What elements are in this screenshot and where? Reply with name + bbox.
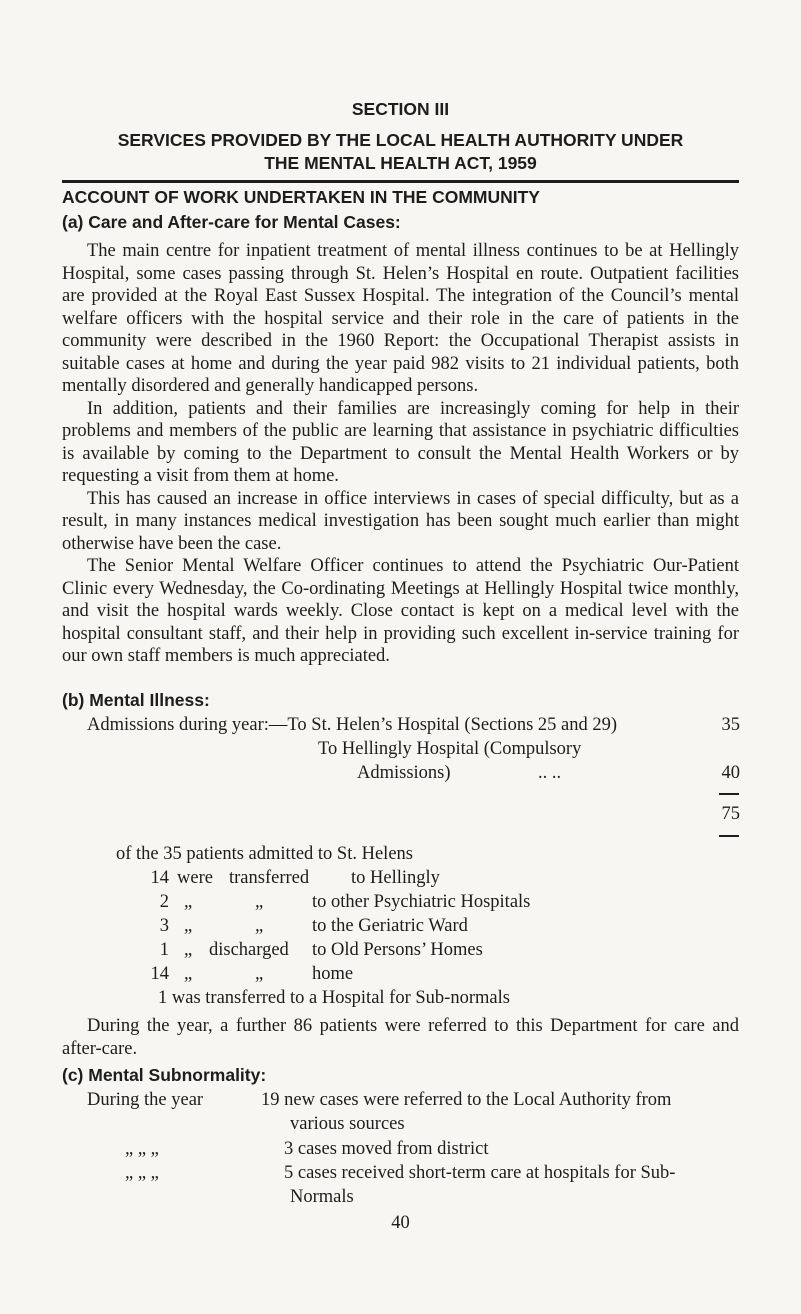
transfer-col-c: to the Geriatric Ward	[312, 916, 468, 936]
admissions-value-1: 35	[721, 715, 740, 735]
paragraph: The Senior Mental Welfare Officer continues to attend the Psychiatric Our-Patient Clinic every Wednesday, the Co-ordinating Meetings at Hellingly Hospital twice monthly, and visit the hospital wards weekly. Close contact is kept on a medical level with the hospital consultant staff, and their help in providing such excellent in-service training for our own staff members is much appreciated.	[62, 556, 739, 666]
transfer-col-b: discharged	[209, 940, 289, 960]
transfer-col-c: home	[312, 964, 354, 984]
total-rule-top	[719, 793, 739, 795]
transfer-col-a: „	[184, 940, 193, 960]
heading-rule	[62, 180, 739, 183]
title-line-1: SERVICES PROVIDED BY THE LOCAL HEALTH AUTHORITY UNDER	[117, 130, 684, 150]
transfer-col-b: transferred	[229, 868, 310, 888]
transfer-col-c: to Hellingly	[351, 868, 440, 888]
transfer-col-a: „	[184, 964, 193, 984]
ditto-marks: „ „ „	[125, 1163, 159, 1183]
paragraph: The main centre for inpatient treatment of mental illness continues to be at Hellingly Hospital, some cases passing through St. Helen’s Hospital en route. Outpatient facilities are provided at the Royal East Sussex Hospital. The integration of the Council’s mental welfare officers with the hospital service and their role in the care of patients in the community were described in the 1960 Report: the Occupational Therapist assists in suitable cases at home and during the year paid 982 visits to 21 individual patients, both mentally disordered and generally handicapped persons.	[62, 241, 739, 396]
section-label: SECTION III	[351, 99, 450, 119]
section-a-heading: (a) Care and After-care for Mental Cases:	[62, 212, 401, 232]
subnormality-line-1-cont: various sources	[290, 1114, 405, 1134]
subnormality-line-2: 3 cases moved from district	[284, 1139, 489, 1159]
transfer-count: 3	[159, 916, 169, 936]
paragraph: This has caused an increase in office interviews in cases of special difficulty, but as a result, in many instances medical investigation has been sought much earlier than might otherwise have been the case.	[62, 488, 739, 554]
transfer-col-c: to Old Persons’ Homes	[312, 940, 483, 960]
transfer-last: 1 was transferred to a Hospital for Sub-normals	[158, 988, 510, 1008]
subnormality-lead: During the year	[87, 1090, 204, 1110]
admissions-line-1: Admissions during year:—To St. Helen’s Hospital (Sections 25 and 29)	[87, 715, 618, 735]
section-b-heading: (b) Mental Illness:	[62, 690, 210, 710]
transfer-col-a: „	[184, 916, 193, 936]
transfer-count: 14	[150, 868, 169, 888]
referral-paragraph	[62, 1015, 739, 1060]
account-heading: ACCOUNT OF WORK UNDERTAKEN IN THE COMMUNITY	[62, 187, 540, 207]
title-line-2: THE MENTAL HEALTH ACT, 1959	[264, 153, 537, 173]
subnormality-line-3: 5 cases received short-term care at hospitals for Sub-	[284, 1163, 676, 1183]
paragraph: In addition, patients and their families are increasingly coming for help in their problems and members of the public are learning that assistance in psychiatric difficulties is available by coming to the Department to consult the Mental Health Workers or by requesting a visit from them at home.	[62, 398, 739, 486]
section-a-body	[62, 240, 739, 668]
admissions-value-2: 40	[721, 763, 740, 783]
transfer-intro: of the 35 patients admitted to St. Helens	[116, 844, 413, 864]
admissions-line-2: To Hellingly Hospital (Compulsory	[318, 739, 582, 759]
transfer-col-b: „	[255, 964, 264, 984]
transfer-count: 1	[159, 940, 169, 960]
transfer-count: 2	[159, 892, 169, 912]
transfer-col-a: „	[184, 892, 193, 912]
admissions-line-3: Admissions)	[357, 763, 451, 783]
page-number: 40	[391, 1213, 410, 1233]
subnormality-line-1: 19 new cases were referred to the Local Authority from	[261, 1090, 672, 1110]
paragraph: During the year, a further 86 patients were referred to this Department for care and after-care.	[62, 1016, 739, 1059]
subnormality-line-3-cont: Normals	[290, 1187, 354, 1207]
transfer-count: 14	[150, 964, 169, 984]
total-rule-bottom	[719, 835, 739, 837]
transfer-list	[0, 867, 801, 987]
admissions-total: 75	[721, 804, 740, 824]
ditto-marks: „ „ „	[125, 1139, 159, 1159]
transfer-col-b: „	[255, 892, 264, 912]
transfer-col-a: were	[177, 868, 213, 888]
admissions-dots: .. ..	[538, 763, 562, 783]
section-c-heading: (c) Mental Subnormality:	[62, 1065, 267, 1085]
transfer-col-c: to other Psychiatric Hospitals	[312, 892, 531, 912]
transfer-col-b: „	[255, 916, 264, 936]
